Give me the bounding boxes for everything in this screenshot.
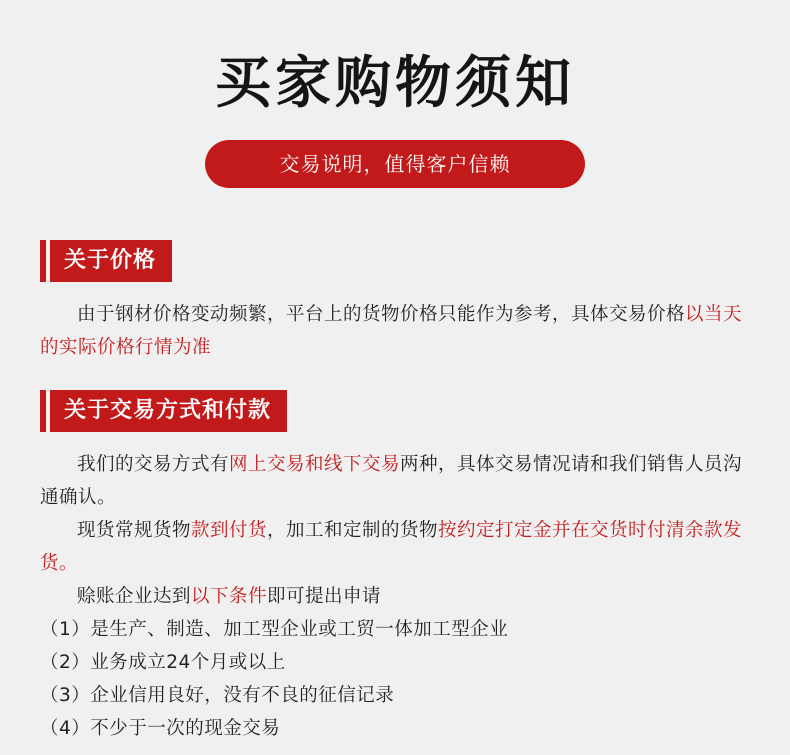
trade-method-paragraph	[40, 448, 750, 514]
condition-item: （2）业务成立24个月或以上	[40, 652, 286, 673]
payment-highlight-1: 款到付货	[191, 520, 268, 541]
credit-text-c: 即可提出申请	[267, 586, 382, 607]
trade-text-c: 两种，具体交易情况请和我们销售人员沟通确认。	[40, 454, 743, 508]
payment-text-a: 现货常规货物	[77, 520, 192, 541]
section-heading-label: 关于价格	[50, 240, 172, 282]
section-heading-payment	[40, 390, 287, 432]
section-heading-label: 关于交易方式和付款	[50, 390, 287, 432]
subtitle-badge: 交易说明，值得客户信赖	[205, 140, 585, 188]
trade-highlight: 网上交易和线下交易	[229, 454, 401, 475]
condition-item: （1）是生产、制造、加工型企业或工贸一体加工型企业	[40, 619, 509, 640]
section-heading-price	[40, 240, 172, 282]
price-text: 由于钢材价格变动频繁，平台上的货物价格只能作为参考，具体交易价格	[77, 304, 686, 325]
payment-text-c: ，加工和定制的货物	[267, 520, 439, 541]
condition-item: （4）不少于一次的现金交易	[40, 718, 281, 739]
price-paragraph	[40, 298, 750, 364]
trade-text-a: 我们的交易方式有	[77, 454, 230, 475]
condition-item: （3）企业信用良好，没有不良的征信记录	[40, 685, 395, 706]
price-highlight: 以当天的实际价格行情为准	[40, 304, 743, 358]
credit-highlight: 以下条件	[191, 586, 268, 607]
payment-paragraph	[40, 514, 750, 580]
payment-highlight-2: 按约定打定金并在交货时付清余款发货。	[40, 520, 743, 574]
page-title: 买家购物须知	[215, 51, 575, 116]
credit-paragraph	[40, 580, 750, 613]
credit-text-a: 赊账企业达到	[77, 586, 192, 607]
